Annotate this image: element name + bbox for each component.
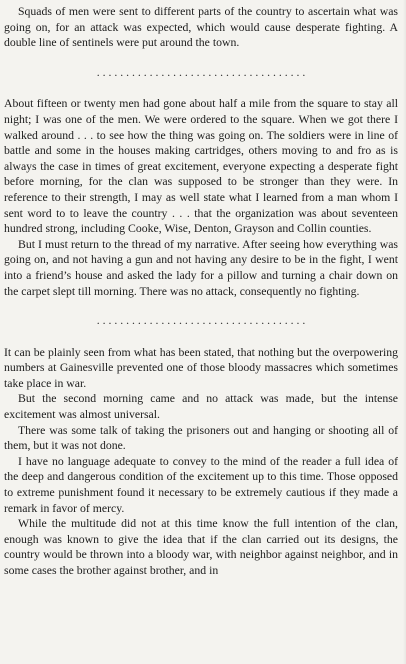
section-separator-1: . . . . . . . . . . . . . . . . . . . . . . . . . . . . . . . . . . . . xyxy=(96,65,306,79)
paragraph-squads: Squads of men were sent to different parts of the country to ascertain what was going on, for an attack was expected, which would cause desperate fighting. A double line of sentinels were put around the town. xyxy=(4,5,398,50)
book-page xyxy=(4,4,398,660)
paragraph-talk-of-prisoners: There was some talk of taking the prisoners out and hanging or shooting all of them, but it was not done. xyxy=(4,423,398,453)
paragraph-multitude: While the multitude did not at this time know the full intention of the clan, enough was known to give the idea that if the clan carried out its designs, the country would be thrown into a bloody war, with neighbor against neighbor, and in some cases the brother against brother, and in xyxy=(4,517,398,577)
section-separator-2: . . . . . . . . . . . . . . . . . . . . . . . . . . . . . . . . . . . . xyxy=(96,314,306,328)
paragraph-return-narrative: But I must return to the thread of my narrative. After seeing how everything was going on, and not having a gun and not having any desire to be in the fight, I went into a friend’s house and asked the lady for a pillow and turning a chair down on the carpet slept till morning. There was no attack, consequently no fighting. xyxy=(4,237,398,298)
paragraph-plainly-seen: It can be plainly seen from what has been stated, that nothing but the overpowering numbers at Gainesville prevented one of those bloody massacres which sometimes take place in war. xyxy=(4,345,398,390)
paragraph-about-fifteen: About fifteen or twenty men had gone about half a mile from the square to stay all night; I was one of the men. We were ordered to the square. When we got there I walked around . . . to see how the thing was going on. The soldiers were in line of battle and some in the houses making cartridges, others moving to and fro as is always the case in times of great excitement, everyone expecting a desperate fight before morning, for the clan was supposed to be stronger than they were. In reference to their strength, I may as well state what I learned from a man whom I sent word to to leave the country . . . that the organization was about seventeen hundred strong, including Cooke, Wise, Denton, Grayson and Collin counties. xyxy=(4,97,398,236)
paragraph-second-morning: But the second morning came and no attack was made, but the intense excitement was almost universal. xyxy=(4,392,398,422)
paragraph-no-language: I have no language adequate to convey to the mind of the reader a full idea of the deep and dangerous condition of the excitement up to this time. Those opposed to extreme punishment found it necessary to be extremely cautious if they made a remark in favor of mercy. xyxy=(4,454,398,515)
